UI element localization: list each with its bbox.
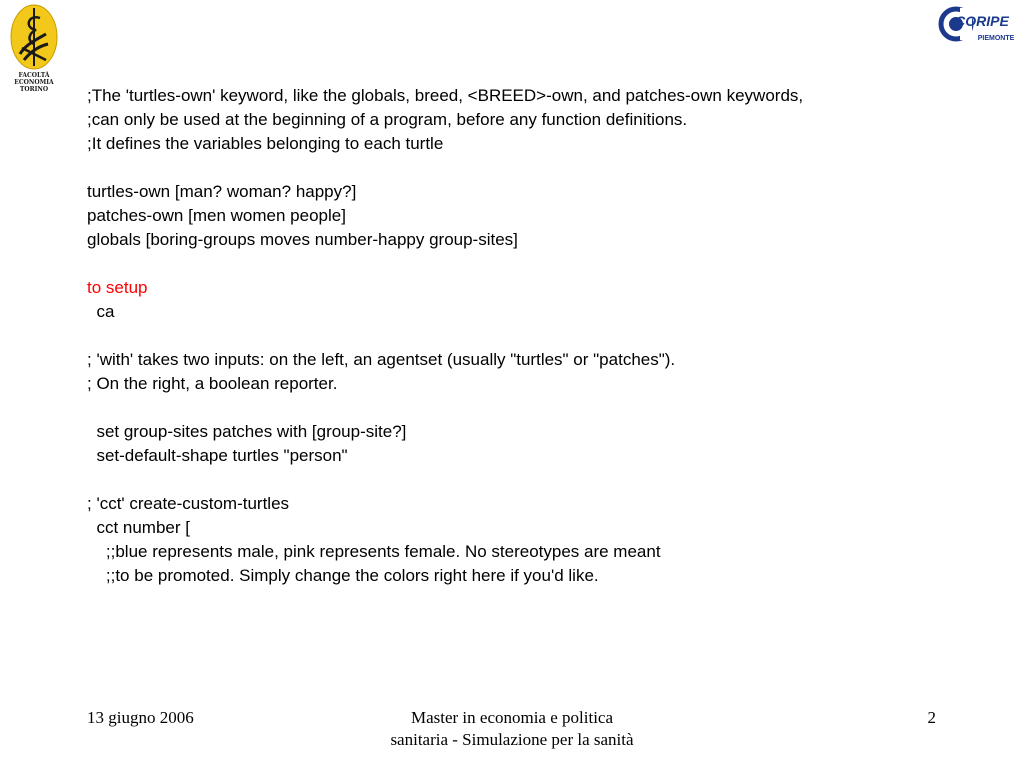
code-line [87, 156, 987, 180]
code-line: to setup [87, 278, 148, 297]
code-line: ;;blue represents male, pink represents female. No stereotypes are meant [87, 542, 661, 561]
code-line: ;It defines the variables belonging to each turtle [87, 134, 444, 153]
code-line: set group-sites patches with [group-site?] [87, 422, 407, 441]
code-line: set-default-shape turtles "person" [87, 446, 348, 465]
code-line: ca [87, 302, 115, 321]
code-line: patches-own [men women people] [87, 206, 346, 225]
code-line: turtles-own [man? woman? happy?] [87, 182, 357, 201]
code-line: cct number [ [87, 518, 190, 537]
faculty-emblem-icon [10, 4, 58, 70]
code-line: ; 'cct' create-custom-turtles [87, 494, 290, 513]
faculty-caption-line: FACOLTÀ [18, 72, 50, 79]
coripe-region-text: PIEMONTE [977, 35, 1015, 42]
code-line: ; 'with' takes two inputs: on the left, an agentset (usually "turtles" or "patches"). [87, 350, 676, 369]
code-line [87, 396, 987, 420]
footer-date: 13 giugno 2006 [87, 708, 194, 727]
footer-title [332, 707, 692, 751]
page-number: 2 [927, 708, 936, 727]
code-line: ;;to be promoted. Simply change the colors right here if you'd like. [87, 566, 599, 585]
footer-title-line: Master in economia e politica [410, 708, 614, 727]
code-line: globals [boring-groups moves number-happy group-sites] [87, 230, 518, 249]
code-line: ;can only be used at the beginning of a program, before any function definitions. [87, 110, 688, 129]
slide-body [87, 84, 987, 588]
faculty-caption [8, 72, 60, 93]
coripe-logo-icon [938, 4, 1018, 46]
footer-title-line: sanitaria - Simulazione per la sanità [390, 730, 634, 749]
coripe-logo [938, 4, 1018, 46]
code-line: ;The 'turtles-own' keyword, like the globals, breed, <BREED>-own, and patches-own keywords, [87, 86, 804, 105]
code-line: ; On the right, a boolean reporter. [87, 374, 338, 393]
coripe-brand-text: CORIPE [955, 13, 1009, 29]
faculty-caption-line: TORINO [19, 86, 49, 93]
faculty-logo [8, 4, 60, 96]
code-line [87, 252, 987, 276]
code-line [87, 324, 987, 348]
faculty-caption-line: ECONOMIA [14, 79, 54, 86]
code-line [87, 468, 987, 492]
